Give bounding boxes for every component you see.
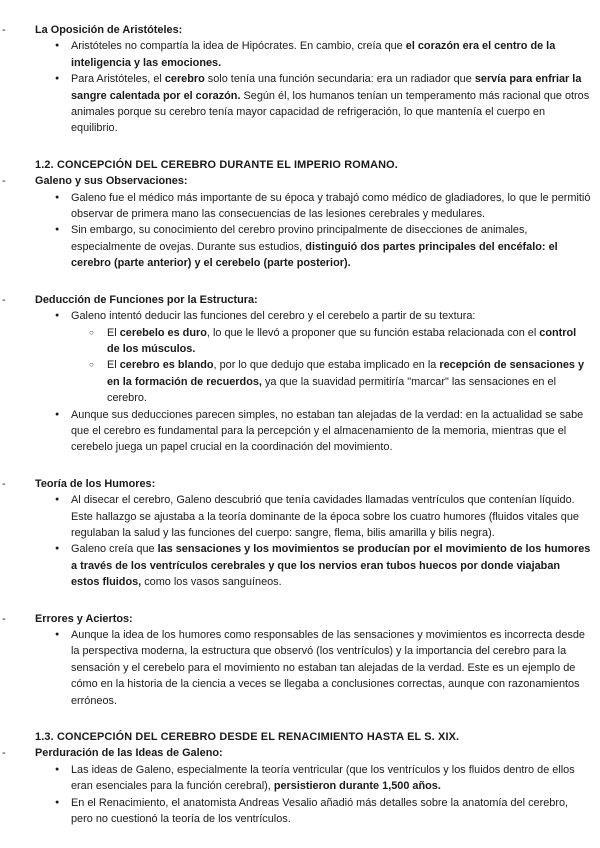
section-teoria-humores [2,476,591,591]
bullet-item [35,190,591,223]
bold-run: recepción de sensaciones y en la formación de recuerdos, [107,359,585,388]
chapter-heading-1-2: 1.2. CONCEPCIÓN DEL CEREBRO DURANTE EL IMPERIO ROMANO. [35,158,398,171]
text-run: , por lo que dedujo que estaba implicado en la [213,359,440,372]
section-dash: - [2,293,6,306]
document-page [0,22,600,827]
bold-run: persistieron durante 1,500 años. [273,780,441,793]
text-run: Según él, los humanos tenían un temperamento más racional que otros animales porque su cerebro tenía mayor capacidad de refrigeración, lo que mantenía el cuerpo en equilibrio. [71,89,590,135]
bold-run: control de los músculos. [107,326,577,355]
bullet-item [35,627,591,709]
section-heading: Galeno y sus Observaciones: [35,175,188,188]
section-heading: Errores y Aciertos: [35,612,133,625]
section-heading: La Oposición de Aristóteles: [35,24,183,36]
bullet-item [35,407,591,456]
text-run: solo tenía una función secundaria: era un radiador que [204,73,475,86]
section-deduccion-funciones [2,292,591,456]
bullet-item [35,222,591,271]
text-run: Galeno fue el médico más importante de su época y trabajó como médico de gladiadores, lo que le permitió observar de primera mano las consecuencias de las lesiones cerebrales y medulares. [71,191,591,221]
bold-run: el corazón era el centro de la inteligencia y las emociones. [71,40,556,69]
bold-run: cerebelo es duro [119,326,207,339]
text-run: En el Renacimiento, el anatomista Andreas Vesalio añadió más detalles sobre la anatomía del cerebro, pero no cuestionó la teoría de los ventrículos. [71,796,569,826]
section-aristoteles [2,22,591,137]
bullet-item [35,541,591,590]
text-run: El [107,359,120,372]
section-dash: - [2,747,6,760]
section-heading: Deducción de Funciones por la Estructura: [35,293,258,306]
text-run: Galeno creía que [71,543,158,556]
bold-run: cerebro [164,73,205,86]
bold-run: distinguió dos partes principales del encéfalo: el cerebro (parte anterior) y el cerebelo (parte posterior). [71,240,558,270]
section-heading: Teoría de los Humores: [35,477,156,490]
sub-bullet-item [35,325,591,358]
text-run: Aunque sus deducciones parecen simples, no estaban tan alejadas de la verdad: en la actualidad se sabe que el cerebro es fundamental para la percepción y el almacenamiento de la memoria, mientras que el cerebelo juega un papel crucial en la coordinación del movimiento. [71,408,584,454]
bullet-item [35,308,591,406]
section-heading: Perduración de las Ideas de Galeno: [35,747,223,760]
bullet-item [35,492,591,541]
text-run: Galeno intentó deducir las funciones del cerebro y el cerebelo a partir de su textura: [71,310,476,323]
bold-run: servía para enfriar la sangre calentada por el corazón. [71,73,582,102]
section-dash: - [2,175,6,188]
bullet-item [35,762,591,795]
text-run: Para Aristóteles, el [71,73,165,86]
sub-bullet-item [35,357,591,406]
section-dash: - [2,612,6,625]
section-galeno-observaciones [2,173,591,271]
text-run: ya que la suavidad permitiría "marcar" las sensaciones en el cerebro. [107,375,556,405]
section-errores-aciertos [2,611,591,709]
bold-run: cerebro es blando [119,359,214,372]
text-run: como los vasos sanguíneos. [141,576,282,589]
section-dash: - [2,24,6,36]
bullet-item [35,38,591,71]
section-dash: - [2,477,6,490]
text-run: Al disecar el cerebro, Galeno descubrió que tenía cavidades llamadas ventrículos que contenían líquido. Este hallazgo se ajustaba a la teoría dominante de la época sobre los cuatro humores (fluidos vitales que regulaban la salud y las funciones del cuerpo: sangre, flema, bilis amarilla y bilis negra). [71,494,579,539]
bold-run: las sensaciones y los movimientos se producían por el movimiento de los humores a través de los ventrículos cerebrales y que los nervios eran tubos huecos por donde viajaban estos fluidos, [71,543,591,589]
bullet-item [35,71,591,137]
text-run: , lo que le llevó a proponer que su función estaba relacionada con el [206,326,540,339]
section-perduracion-galeno [2,745,591,827]
text-run: Aristóteles no compartía la idea de Hipócrates. En cambio, creía que [71,40,406,53]
bullet-text [71,310,475,322]
bullet-item [35,795,591,828]
chapter-heading-1-3: 1.3. CONCEPCIÓN DEL CEREBRO DESDE EL RENACIMIENTO HASTA EL S. XIX. [35,731,460,744]
text-run: Las ideas de Galeno, especialmente la teoría ventricular (que los ventrículos y los fluidos dentro de ellos eran esenciales para la función cerebral), [71,763,575,793]
text-run: Sin embargo, su conocimiento del cerebro provino principalmente de disecciones de animales, especialmente de ovejas. Durante sus estudios, [71,224,528,253]
text-run: El [107,326,120,339]
text-run: Aunque la idea de los humores como responsables de las sensaciones y movimientos es incorrecta desde la perspectiva moderna, la estructura que observó (los ventrículos) y la importancia del cerebro para la sensación y el cerebelo para el movimiento no estaban tan alejadas de la verdad. Este es un ejemplo de cómo en la historia de la ciencia a veces se llegaba a conclusiones correctas, aunque con razonamientos erróneos. [71,629,585,707]
